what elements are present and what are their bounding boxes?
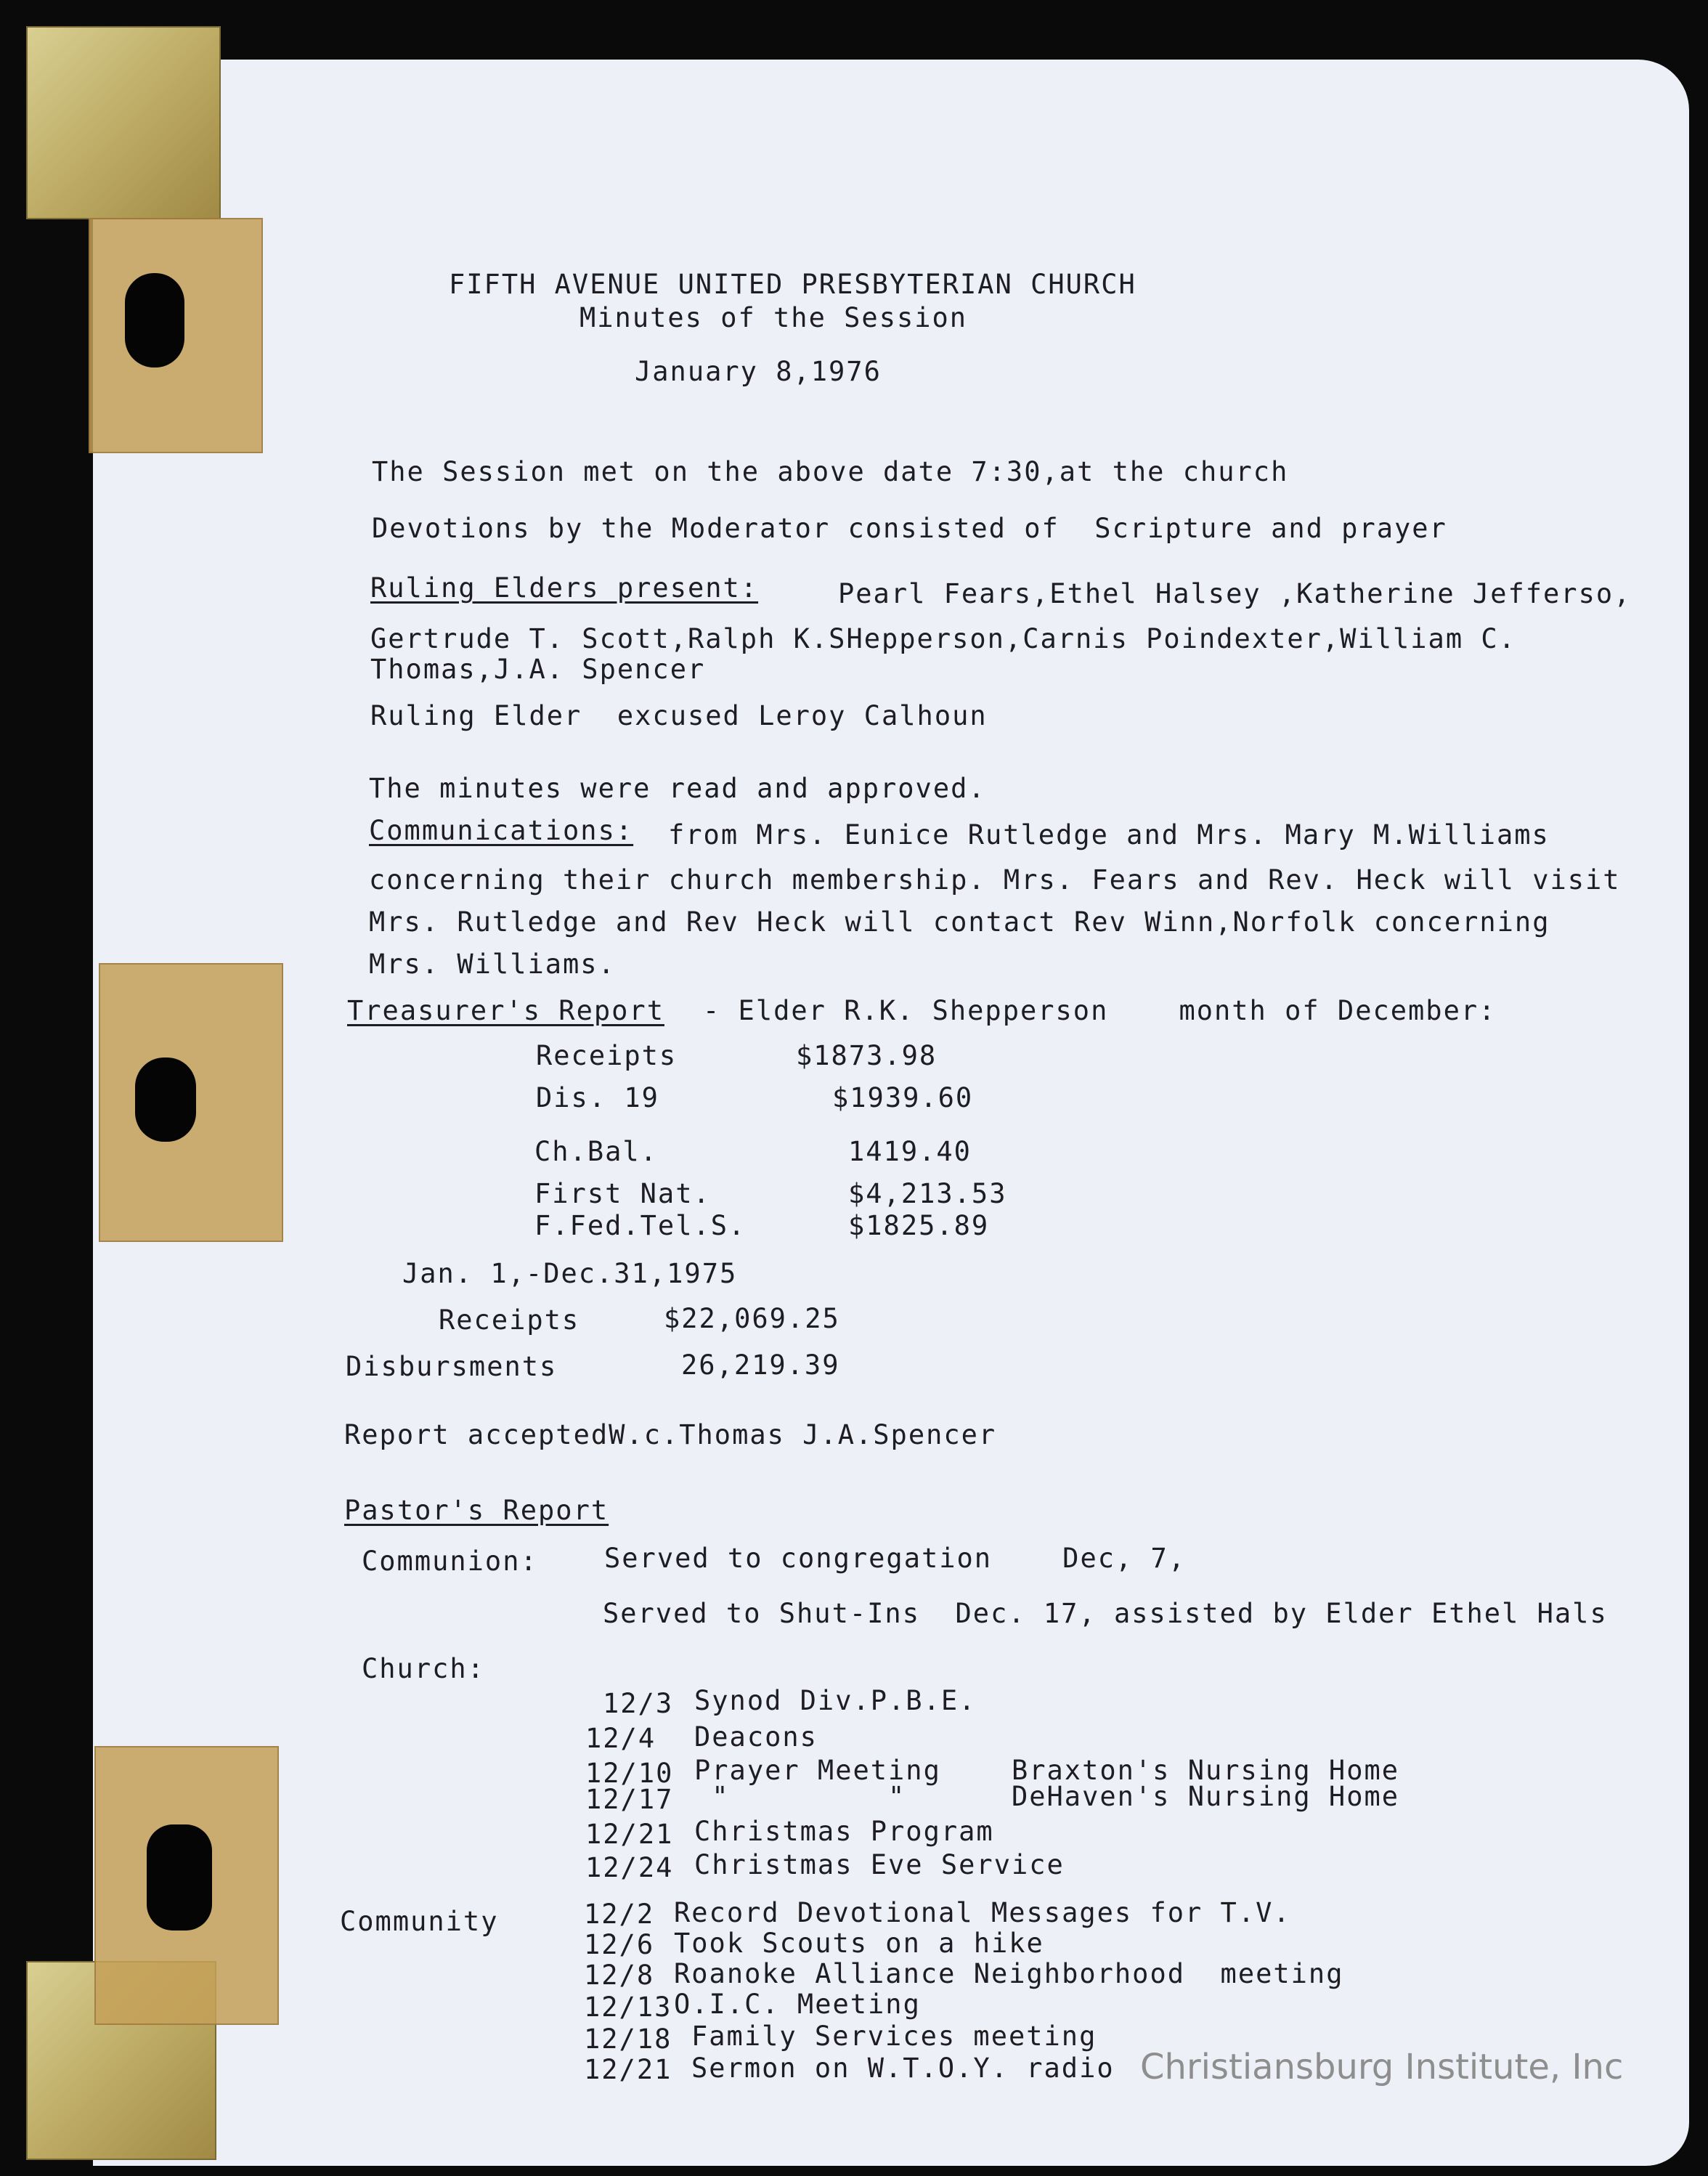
minutes-subtitle: Minutes of the Session [580, 302, 968, 333]
church-item-date: 12/10 [585, 1758, 674, 1789]
meeting-date: January 8,1976 [635, 356, 882, 387]
community-item-date: 12/8 [584, 1960, 655, 1991]
pastor-report-label: Pastor's Report [344, 1495, 609, 1526]
watermark: Christiansburg Institute, Inc [1140, 2047, 1624, 2087]
community-item-text: Took Scouts on a hike [674, 1928, 1044, 1959]
communications-line-1: from Mrs. Eunice Rutledge and Mrs. Mary M.Williams [668, 819, 1550, 850]
church-item-text: Prayer Meeting Braxton's Nursing Home [694, 1755, 1400, 1786]
treasurer-row-label: F.Fed.Tel.S. [534, 1210, 747, 1241]
communion-line-1: Served to congregation Dec, 7, [604, 1543, 1187, 1574]
church-item-text: Christmas Eve Service [694, 1849, 1065, 1880]
community-item-text: Sermon on W.T.O.Y. radio [691, 2053, 1115, 2084]
treasurer-row-label: Receipts [536, 1040, 678, 1071]
church-item-date: 12/4 [585, 1723, 656, 1754]
year-disbursements-label: Disbursments [346, 1351, 558, 1382]
punch-hole-top [125, 273, 184, 368]
community-item-text: Roanoke Alliance Neighborhood meeting [674, 1958, 1344, 1989]
community-item-text: Family Services meeting [691, 2021, 1097, 2052]
treasurer-row-value: 1419.40 [848, 1136, 972, 1167]
communications-line-3: Mrs. Rutledge and Rev Heck will contact Rev Winn,Norfolk concerning [369, 906, 1550, 938]
community-item-date: 12/21 [584, 2054, 672, 2085]
year-disbursements-value: 26,219.39 [681, 1349, 840, 1381]
church-item-text: Christmas Program [694, 1816, 994, 1847]
report-accepted-line: Report acceptedW.c.Thomas J.A.Spencer [344, 1419, 997, 1450]
communion-label: Communion: [362, 1546, 538, 1577]
communications-line-2: concerning their church membership. Mrs. Fears and Rev. Heck will visit [369, 864, 1621, 896]
treasurer-row-label: Ch.Bal. [534, 1136, 658, 1167]
year-receipts-label: Receipts [439, 1304, 580, 1336]
year-receipts-value: $22,069.25 [664, 1303, 840, 1334]
fiscal-period: Jan. 1,-Dec.31,1975 [402, 1258, 738, 1289]
church-label: Church: [362, 1653, 485, 1684]
treasurer-report-detail: - Elder R.K. Shepperson month of December: [703, 995, 1497, 1026]
church-item-date: 12/3 [603, 1688, 674, 1719]
treasurer-row-value: $1939.60 [832, 1082, 974, 1113]
church-item-date: 12/24 [585, 1852, 674, 1883]
church-item-text: Synod Div.P.B.E. [694, 1685, 977, 1716]
devotions-line: Devotions by the Moderator consisted of Scripture and prayer [372, 513, 1447, 544]
community-item-date: 12/2 [584, 1899, 655, 1930]
treasurer-report-label: Treasurer's Report [347, 995, 664, 1026]
treasurer-row-value: $1825.89 [848, 1210, 990, 1241]
community-item-date: 12/6 [584, 1929, 655, 1960]
communications-label: Communications: [369, 815, 634, 846]
punch-hole-middle [135, 1057, 196, 1142]
elders-line-2: Gertrude T. Scott,Ralph K.SHepperson,Carnis Poindexter,William C. [370, 623, 1516, 654]
church-name: FIFTH AVENUE UNITED PRESBYTERIAN CHURCH [449, 269, 1136, 300]
treasurer-row-label: Dis. 19 [536, 1082, 659, 1113]
community-item-date: 12/18 [584, 2023, 672, 2055]
community-label: Community [340, 1906, 499, 1937]
treasurer-row-value: $4,213.53 [848, 1178, 1007, 1209]
community-item-text: O.I.C. Meeting [674, 1989, 921, 2020]
community-item-date: 12/13 [584, 1992, 672, 2023]
elders-line-3: Thomas,J.A. Spencer [370, 654, 706, 685]
minutes-approved-line: The minutes were read and approved. [369, 773, 986, 804]
church-item-date: 12/17 [585, 1784, 674, 1815]
church-item-text: " " DeHaven's Nursing Home [694, 1781, 1400, 1812]
elders-line-1: Pearl Fears,Ethel Halsey ,Katherine Jefferso, [838, 578, 1632, 609]
punch-hole-bottom [147, 1824, 212, 1931]
treasurer-row-label: First Nat. [534, 1178, 711, 1209]
communion-line-2: Served to Shut-Ins Dec. 17, assisted by Elder Ethel Hals [603, 1598, 1608, 1629]
community-item-text: Record Devotional Messages for T.V. [674, 1897, 1291, 1928]
session-met-line: The Session met on the above date 7:30,at the church [372, 456, 1289, 487]
binder-clip-top [26, 26, 221, 219]
church-item-text: Deacons [694, 1721, 818, 1753]
ruling-elders-label: Ruling Elders present: [370, 572, 759, 604]
communications-line-4: Mrs. Williams. [369, 949, 616, 980]
treasurer-row-value: $1873.98 [796, 1040, 938, 1071]
elder-excused-line: Ruling Elder excused Leroy Calhoun [370, 700, 988, 731]
church-item-date: 12/21 [585, 1819, 674, 1850]
